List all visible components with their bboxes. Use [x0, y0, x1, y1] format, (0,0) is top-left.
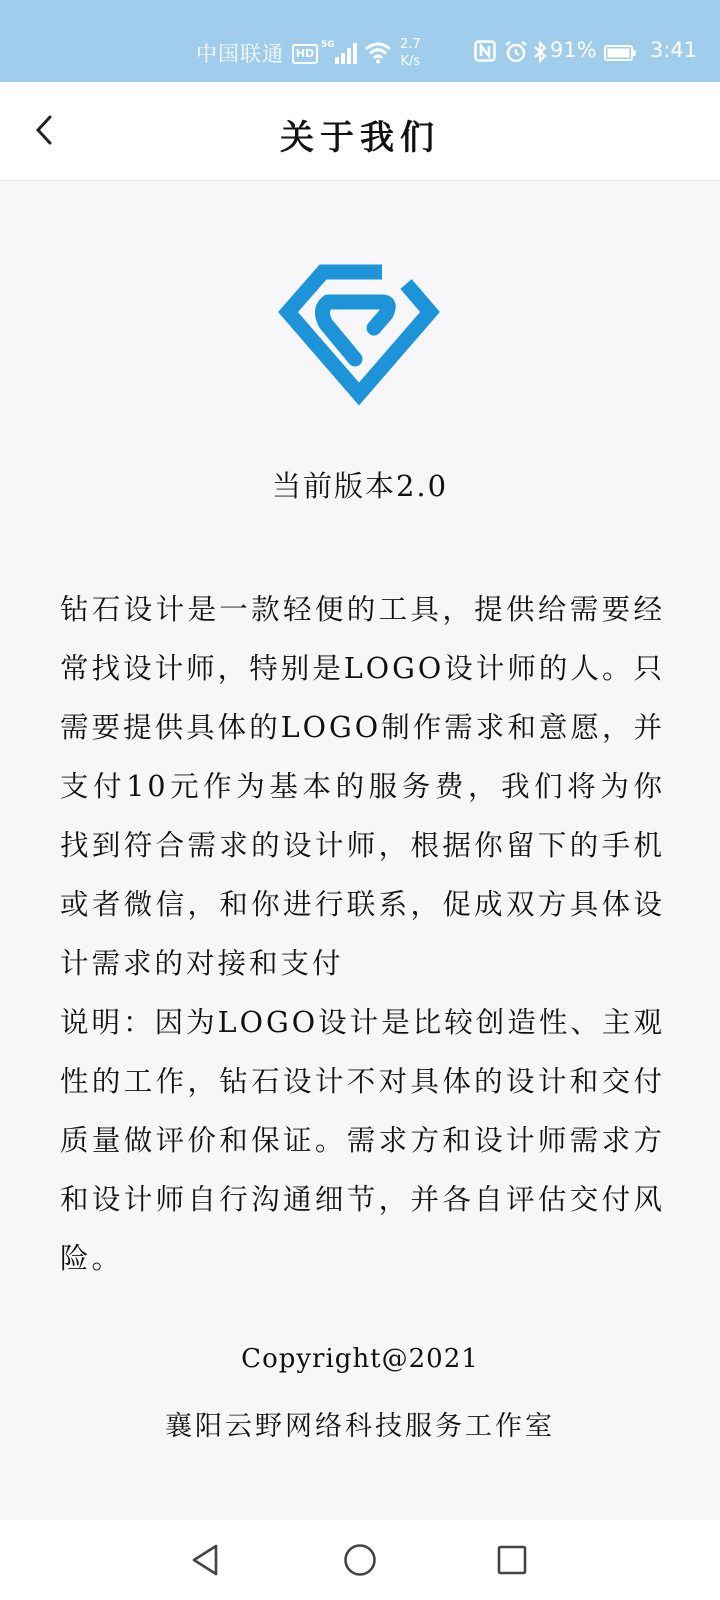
version-label: 当前版本2.0	[271, 469, 449, 503]
company-name: 襄阳云野网络科技服务工作室	[165, 1411, 555, 1442]
triangle-back-icon[interactable]	[188, 1542, 224, 1578]
speed-unit: K/s	[400, 54, 421, 69]
speed-value: 2.7	[400, 37, 421, 52]
clock: 3:41	[650, 38, 698, 62]
copyright: Copyright@2021	[241, 1344, 479, 1374]
status-bar	[0, 0, 720, 82]
disclaimer-paragraph: 说明：因为LOGO设计是比较创造性、主观性的工作，钻石设计不对具体的设计和交付质量做评价和保证。需求方和设计师需求方和设计师自行沟通细节，并各自评估交付风险。	[60, 1006, 665, 1275]
hd-badge: HD	[292, 44, 318, 64]
page-title: 关于我们	[280, 118, 440, 158]
nav-header	[0, 82, 720, 181]
network-speed	[400, 36, 421, 70]
alarm-icon	[504, 40, 528, 64]
bluetooth-icon	[532, 40, 548, 64]
wifi-icon	[364, 40, 392, 64]
battery-percentage: 91%	[550, 38, 597, 62]
battery-icon	[604, 45, 636, 61]
system-nav-bar	[0, 1520, 720, 1600]
network-type: 5G	[321, 40, 335, 50]
square-recent-icon[interactable]	[494, 1542, 530, 1578]
app-description	[60, 580, 665, 1288]
diamond-logo-icon	[278, 260, 440, 410]
carrier-name: 中国联通	[196, 42, 284, 66]
signal-icon	[334, 42, 358, 64]
nfc-icon	[474, 40, 496, 62]
description-paragraph: 钻石设计是一款轻便的工具，提供给需要经常找设计师，特别是LOGO设计师的人。只需要提供具体的LOGO制作需求和意愿，并支付10元作为基本的服务费，我们将为你找到符合需求的设计师，根据你留下的手机或者微信，和你进行联系，促成双方具体设计需求的对接和支付	[60, 593, 665, 980]
circle-home-icon[interactable]	[342, 1542, 378, 1578]
